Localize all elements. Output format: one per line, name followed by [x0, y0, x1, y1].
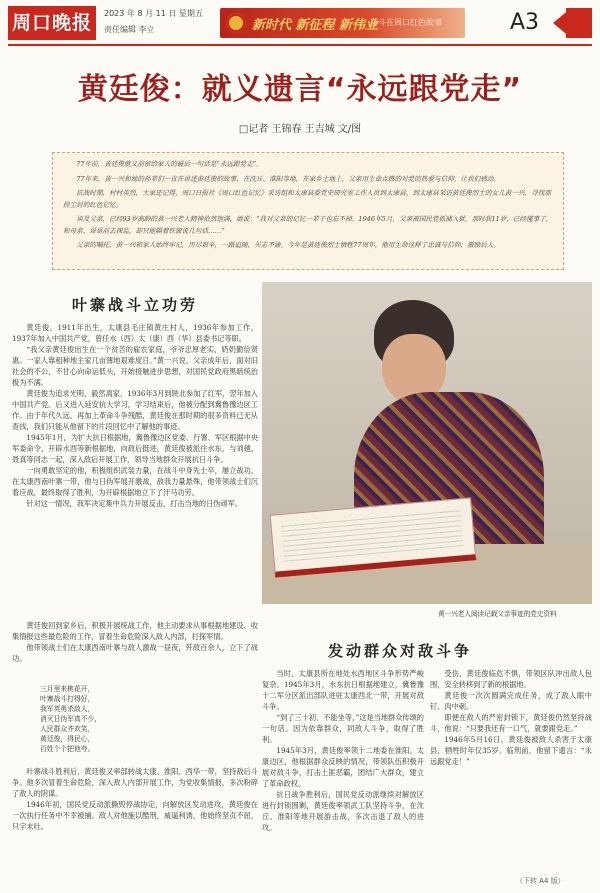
body-paragraph: 黄廷俊为追求光明，毅然离家，1936年3月到陕北参加了红军，翌年加入中国共产党。后又进入延安抗大学习，学习结束后，他被分配到冀鲁豫边区工作。由于年代久远，再加上革命斗争残酷，黄廷俊在那时期的很多资料已无从查找，我们只能从他留下的片段回忆中了解他的事迹。: [12, 389, 258, 431]
body-column-left-bottom: [12, 766, 258, 886]
body-column-right: [430, 668, 592, 890]
body-paragraph: 受伤，黄廷俊临危不惧，带领区队冲出敌人包围，安全转移到了新的根据地。: [430, 669, 592, 689]
body-column-left-cont: [12, 620, 258, 680]
intro-paragraph: 谈及父亲，已经93岁高龄的黄一兴老人精神依然饱满，她说：“我对父亲的记忆一辈子也忘不掉。1946年5月，父亲被国民党抓捕入狱，那时我11岁，已经懂事了，和母亲、哥哥前去探监，却只能隔着铁窗说几句话……”: [63, 215, 553, 235]
body-paragraph: 当时，太康县所在地处水西地区斗争形势严峻复杂。1945年3月，水东抗日根据地建立，冀鲁豫十二军分区派出部队进驻太康西北一带，开展对敌斗争。: [262, 669, 424, 711]
body-paragraph: 1945年1月，为扩大抗日根据地，冀鲁豫边区党委、行署、军区根据中央军委命令，开辟水西等新根据地，向敌后挺进，黄廷俊被派往水东，与刘越、聂真等同志一起，深入敌后开展工作，领导当地群众开展抗日斗争。: [12, 433, 258, 464]
body-paragraph: 黄廷俊一次次圆满完成任务，成了敌人眼中钉、肉中刺。: [430, 691, 592, 711]
article-byline: □记者 王锦春 王吉城 文/图: [238, 124, 362, 135]
body-paragraph: 他带领战士们在太康西南叶寨与敌人激战一昼夜，歼敌百余人，立下了战功。: [12, 643, 258, 663]
poem-line: 我军英勇杀敌人，: [40, 705, 95, 713]
article-photo: [262, 282, 592, 604]
body-paragraph: 叶寨战斗胜利后，黄廷俊又率部转战太康、淮阳、西华一带，坚持敌后斗争。他多次冒着生命危险，深入敌人内部开展工作，为党收集情报，多次粉碎了敌人的阴谋。: [12, 767, 258, 798]
column-banner: [220, 8, 465, 38]
masthead-text: 周口晚报: [11, 12, 92, 34]
banner-subtitle: 奋斗在周口红色故事: [370, 18, 442, 27]
continued-note: （下转 A4 版）: [516, 877, 565, 885]
body-paragraph: “到了三十初，不能坐等，”这是当地群众传颂的一句话。因为依靠群众，同敌人斗争，取得了胜利。: [262, 713, 424, 744]
page-number: A3: [510, 10, 540, 35]
issue-date: 2023 年 8 月 11 日 星期五: [104, 9, 203, 18]
poem-line: 三月里来桃花开，: [40, 685, 95, 693]
body-paragraph: 针对这一情况，我军决定集中兵力开展反击，打击当地的日伪顽军。: [26, 499, 243, 508]
page-marker-block: [566, 8, 592, 38]
poem-line: 消灭日伪军真不少，: [40, 715, 102, 723]
body-paragraph: 抗日战争胜利后，国民党反动派继续对解放区进行封锁围剿，黄廷俊率领武工队坚持斗争，在沈丘、淮阳等地开展游击战，多次击退了敌人的进攻。: [262, 790, 424, 832]
poem-line: 黄廷俊，得民心，: [40, 735, 95, 743]
banner-title: 新时代 新征程 新伟业: [252, 18, 379, 33]
intro-paragraph: 77年来，黄一兴和她的孙辈们一直在讲述黄廷俊的故事，在沈丘、淮阳等地，在家乡土地上，父亲用生命点燃的对党的热爱与信仰，让我们感动。: [76, 174, 500, 183]
body-paragraph: 1945年3月，黄廷俊率领十二地委在淮阳、太康边区，他根据群众反映的情况，带领队伍积极开展对敌斗争，打击土匪恶霸，团结广大群众，建立了革命政权。: [262, 746, 424, 788]
article-headline: 黄廷俊：就义遗言“永远跟党走”: [77, 72, 523, 107]
body-column-left: [12, 322, 258, 622]
body-paragraph: 黄廷俊回到家乡后，积极开展统战工作，他主动要求从事根据地建设、收集情报这些最危险的工作，冒着生命危险深入敌人内部，打探军情。: [12, 621, 258, 641]
body-paragraph: “我父亲黄廷俊出生在一个贫苦的雇农家庭，爷爷忠厚老实，奶奶勤俭贤惠。一家人靠租种地主家几亩薄地艰难度日。”黄一兴说，父亲成年后，面对旧社会的不公，不甘心向命运低头，开始接触进步思想，对国民党政府黑暗统治极为不满。: [12, 345, 258, 387]
body-paragraph: 1946年初，国民党反动派撕毁停战协定，向解放区发动进攻，黄廷俊在一次执行任务中不幸被捕。敌人对他施以酷刑，威逼利诱，他始终坚贞不屈，只字未吐。: [12, 800, 258, 831]
responsible-editor: 责任编辑 李立: [104, 25, 155, 34]
body-paragraph: 黄廷俊，1911年出生，太康县毛庄镇黄庄村人，1936年参加工作，1937年加入中国共产党，曾任水（西）太（康）西（华）县委书记等职。: [12, 323, 258, 343]
body-paragraph: 一向勇敢坚定的他，积极组织武装力量，在战斗中身先士卒，屡立战功。在太康西南叶寨一带，他与日伪军展开激战，敌我力量悬殊，他带领战士们沉着应战，最终取得了胜利，为开辟根据地立下了汗马功劳。: [12, 466, 258, 497]
poem-line: 人民群众齐欢笑，: [40, 725, 95, 733]
intro-box: [52, 152, 564, 270]
party-emblem-icon: [226, 13, 246, 33]
intro-paragraph: 77年前，黄廷俊就义前留给家人的最后一句话是“永远跟党走”。: [76, 160, 263, 168]
body-paragraph: 1946年5月16日，黄廷俊被敌人杀害于太康县，牺牲时年仅35岁。临刑前，他留下遗言：“永远跟党走！”: [430, 735, 592, 766]
poem-line: 叶寨战斗打得好，: [40, 695, 95, 703]
intro-paragraph: 父亲的嘱托，黄一兴和家人始终牢记，历尽艰辛，一路追随，矢志不渝。今年是黄廷俊烈士牺牲77周年，他用生命诠释了忠诚与信仰，激励后人。: [76, 241, 500, 249]
masthead-logo: [8, 6, 96, 40]
photo-caption: 黄一兴老人阅读记载父亲事迹的党史资料: [438, 610, 557, 618]
header-divider: [8, 44, 592, 46]
folk-poem: [40, 684, 220, 764]
poem-line: 百姓个个把他夸。: [40, 745, 95, 753]
body-paragraph: 即便在敌人的严密封锁下，黄廷俊仍然坚持战斗，他说：“只要我还有一口气，就要跟党走。”: [430, 713, 592, 733]
body-column-middle: [262, 668, 424, 890]
intro-paragraph: 抗战时期，村村英烈，大家还记得，周口日报社《周口红色记忆》采访组和太康县委党史研究室工作人员到太康县，到太康县采访黄廷俊烈士的女儿黄一兴，寻找那段尘封的红色记忆。: [63, 189, 551, 209]
section-title-2: 发动群众对敌斗争: [328, 642, 473, 660]
section-title-1: 叶寨战斗立功劳: [72, 296, 199, 314]
